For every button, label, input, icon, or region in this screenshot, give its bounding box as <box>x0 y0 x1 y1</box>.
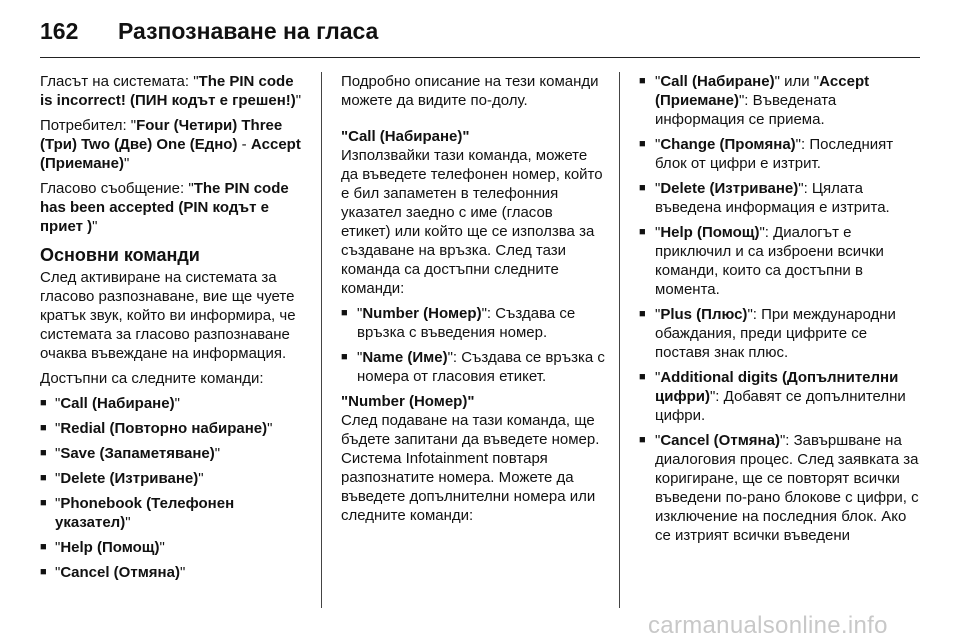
system-text: The PIN code is incorrect! (ПИН кодът е грешен!) <box>40 73 296 109</box>
page-number: 162 <box>40 18 79 44</box>
header-rule <box>40 57 920 58</box>
user-text-a: Four (Четири) Three (Три) Two (Две) One (Едно) <box>40 117 283 153</box>
user-text-b: Accept (Приемане) <box>40 136 301 172</box>
list-item: ■ "Phonebook (Телефонен указател)" <box>40 494 306 532</box>
number-heading: "Number (Номер)" <box>341 393 475 410</box>
list-item: ■ "Change (Промяна)": Последният блок от цифри е изтрит. <box>639 135 921 173</box>
list-item: ■ "Delete (Изтриване)": Цялата въведена информация е изтрита. <box>639 179 921 217</box>
column-middle <box>341 72 605 531</box>
column-left <box>40 72 306 588</box>
list-item: ■ "Delete (Изтриване)" <box>40 469 306 488</box>
list-item: ■ "Call (Набиране)" или "Accept (Приемане)": Въведената информация се приема. <box>639 72 921 129</box>
available-commands-label: Достъпни са следните команди: <box>40 370 264 387</box>
list-item: ■ "Number (Номер)": Създава се връзка с въведения номер. <box>341 304 605 342</box>
list-item: ■ "Save (Запаметяване)" <box>40 444 306 463</box>
list-item: ■ "Help (Помощ)" <box>40 538 306 557</box>
command-list <box>40 394 306 582</box>
intro-paragraph: Подробно описание на тези команди можете да видите по-долу. <box>341 73 599 109</box>
page-title: Разпознаване на гласа <box>118 18 379 44</box>
system-line: Гласът на системата: "The PIN code is incorrect! (ПИН кодът е грешен!)" <box>40 73 302 109</box>
column-divider <box>619 72 620 608</box>
call-paragraph: Използвайки тази команда, можете да въведете телефонен номер, който е бил запаметен в телефонния указател заедно с име (гласов етикет) или който ще се използва за създаване на връзка. След тази команда са достъпни следните команди: <box>341 147 603 297</box>
list-item: ■ "Additional digits (Допълнителни цифри)": Добавят се допълнителни цифри. <box>639 368 921 425</box>
voice-line: Гласово съобщение: "The PIN code has been accepted (PIN кодът е приет )" <box>40 180 289 235</box>
list-item: ■ "Help (Помощ)": Диалогът е приключил и са изброени всички команди, които са достъпни в момента. <box>639 223 921 299</box>
list-item: ■ "Plus (Плюс)": При международни обаждания, преди цифрите се поставя знак плюс. <box>639 305 921 362</box>
intro-paragraph: След активиране на системата за гласово разпознаване, вие ще чуете кратък звук, който ви информира, че системата за гласово разпознаване очаква въвеждане на информация. <box>40 269 296 362</box>
voice-text: The PIN code has been accepted (PIN кодът е приет ) <box>40 180 289 235</box>
list-item: ■ "Cancel (Отмяна)" <box>40 563 306 582</box>
watermark: carmanualsonline.info <box>648 612 888 639</box>
call-heading: "Call (Набиране)" <box>341 128 470 145</box>
list-item: ■ "Cancel (Отмяна)": Завършване на диалоговия процес. След заявката за коригиране, ще се повторят всички въведени по-рано блокове с цифри, с изключение на последния блок. Ако се изтрият всички въведени <box>639 431 921 545</box>
list-item: ■ "Redial (Повторно набиране)" <box>40 419 306 438</box>
user-line: Потребител: "Four (Четири) Three (Три) Two (Две) One (Едно) - Accept (Приемане)" <box>40 117 301 172</box>
number-paragraph: След подаване на тази команда, ще бъдете запитани да въведете номер. Система Infotainment повтаря разпознатите номера. Можете да въведете допълнителни номера или следните команди: <box>341 412 600 524</box>
list-item: ■ "Call (Набиране)" <box>40 394 306 413</box>
number-subcommand-list <box>639 72 921 545</box>
section-heading: Основни команди <box>40 245 200 265</box>
page-header <box>40 12 920 60</box>
list-item: ■ "Name (Име)": Създава се връзка с номера от гласовия етикет. <box>341 348 605 386</box>
column-right <box>639 72 921 551</box>
column-divider <box>321 72 322 608</box>
call-subcommand-list <box>341 304 605 386</box>
